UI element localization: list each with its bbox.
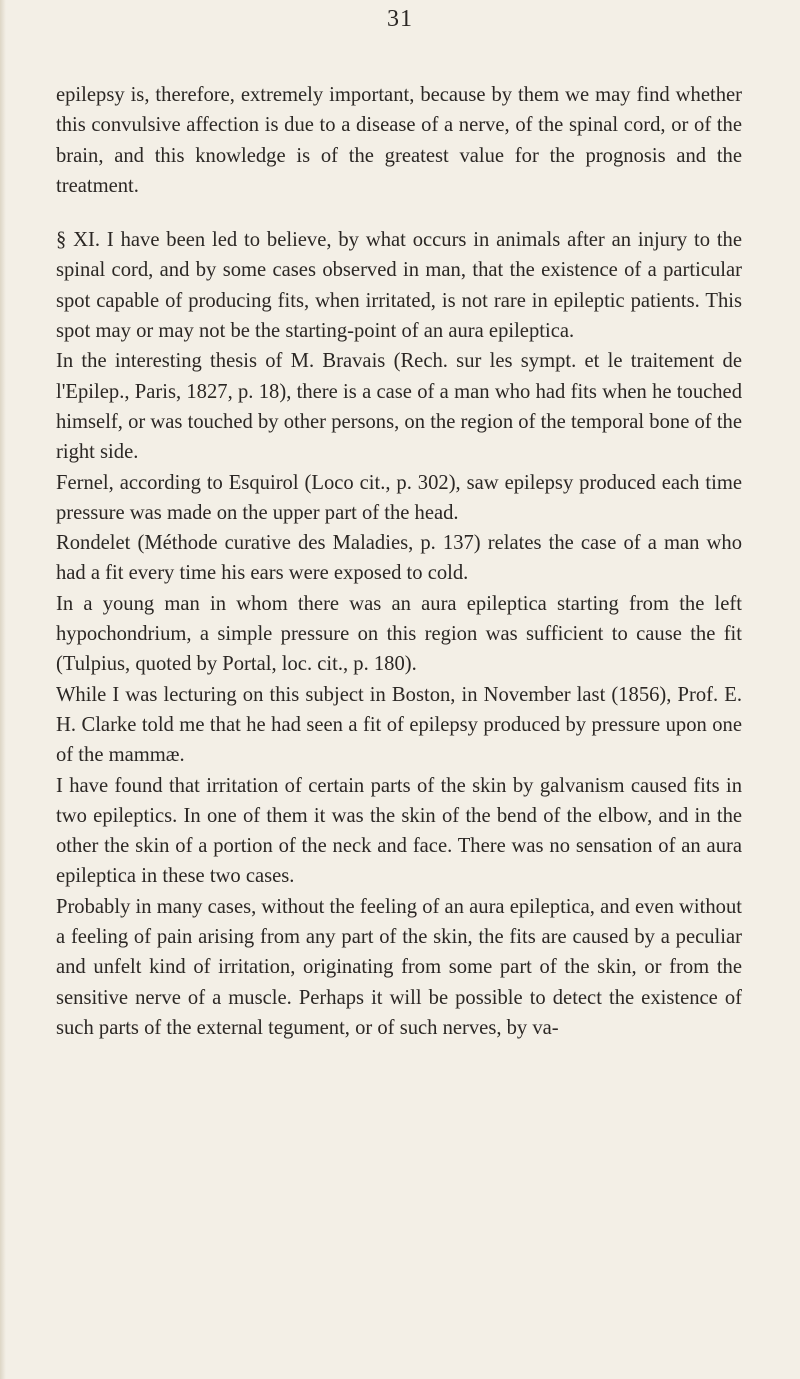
paragraph-1: epilepsy is, therefore, extremely important, because by them we may find whether this convulsive affection is due to a disease of a nerve, of the spinal cord, or of the brain, and this knowledge is of the greatest value for the prognosis and the treatment. — [56, 84, 742, 197]
page-number: 31 — [387, 6, 413, 32]
paragraph-section-xi: § XI. I have been led to believe, by what occurs in animals after an injury to the spinal cord, and by some cases observed in man, that the existence of a particular spot capable of producing fits, when irritated, is not rare in epileptic patients. This spot may or may not be the starting-point of an aura epileptica. — [56, 229, 742, 343]
paragraph-probably: Probably in many cases, without the feeling of an aura epileptica, and even without a feeling of pain arising from any part of the skin, the fits are caused by a peculiar and unfelt kind of irritation, originating from some part of the skin, or from the sensitive nerve of a muscle. Perhaps it will be possible to detect the existence of such parts of the external tegument, or of such nerves, by va- — [56, 895, 742, 1039]
body-text — [56, 80, 742, 1043]
paragraph-galvanism: I have found that irritation of certain parts of the skin by galvanism caused fits in two epileptics. In one of them it was the skin of the bend of the elbow, and in the other the skin of a portion of the neck and face. There was no sensation of an aura epileptica in these two cases. — [56, 774, 742, 888]
paragraph-fernel: Fernel, according to Esquirol (Loco cit., p. 302), saw epilepsy produced each time pressure was made on the upper part of the head. — [56, 471, 742, 524]
page-gutter-shadow — [0, 0, 6, 1379]
paragraph-bravais: In the interesting thesis of M. Bravais (Rech. sur les sympt. et le traitement de l'Epilep., Paris, 1827, p. 18), there is a case of a man who had fits when he touched himself, or was touched by other persons, on the region of the temporal bone of the right side. — [56, 350, 742, 464]
paragraph-young-man: In a young man in whom there was an aura epileptica starting from the left hypochondrium, a simple pressure on this region was sufficient to cause the fit (Tulpius, quoted by Portal, loc. cit., p. 180). — [56, 592, 742, 676]
paragraph-boston: While I was lecturing on this subject in Boston, in November last (1856), Prof. E. H. Clarke told me that he had seen a fit of epilepsy produced by pressure upon one of the mammæ. — [56, 683, 742, 767]
paragraph-rondelet: Rondelet (Méthode curative des Maladies, p. 137) relates the case of a man who had a fit every time his ears were exposed to cold. — [56, 532, 742, 585]
